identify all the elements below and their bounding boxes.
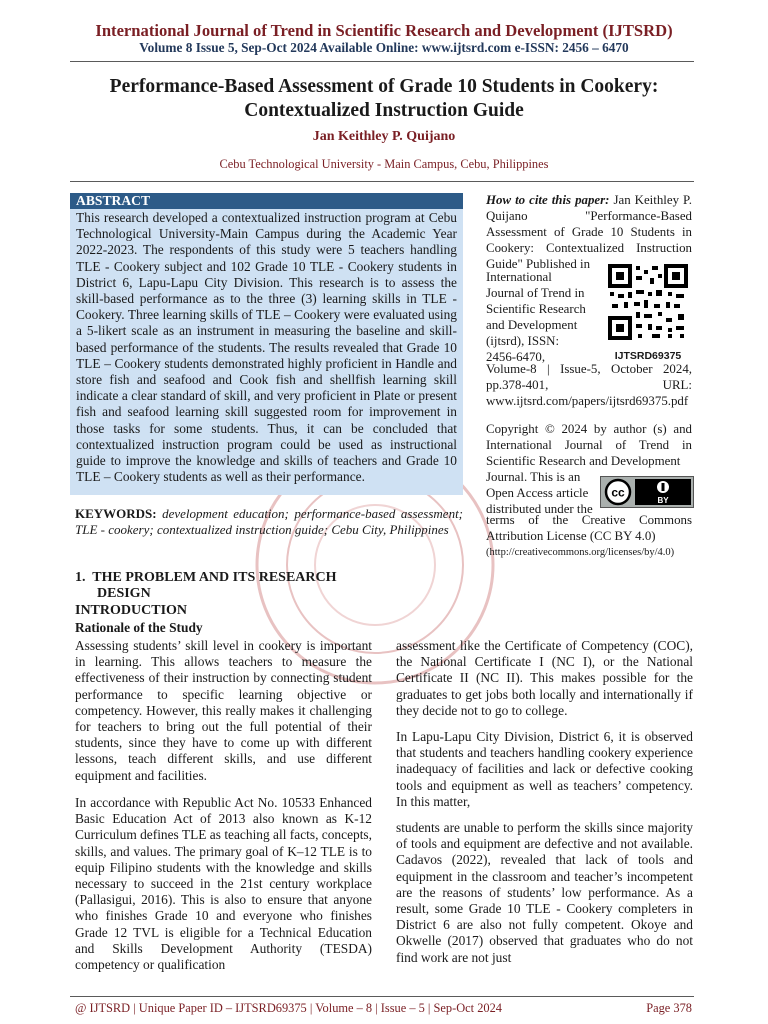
paragraph-2: In accordance with Republic Act No. 10533 Enhanced Basic Education Act of 2013 also known as K-12 Curriculum defines TLE as teaching all facts, concepts, skills, and values. The primary goal of K–12 TLE is to equip Filipino students with the knowledge and skills necessary to succeed in the 21st century workplace (Pallasigui, 2016). This is also to ensure that anyone who finishes Grade 10 and everyone who finishes Grade 12 TVL is eligible for a Technical Education and Skills Development Authority (TESDA) competency or qualification xyxy=(75,795,372,973)
citation-label: How to cite this paper: xyxy=(486,193,610,207)
paragraph-5: students are unable to perform the skills since majority of tools and equipment are defective and not available. Cadavos (2022), revealed that lack of tools and equipment in the classroom and teacher’s incompetent are the reasons of students’ low performance. As a result, some Grade 10 TLE - Cookery completers in District 6 are also not fully competent. Okoye and Okwelle (2017) observed that graduates who do not find work are not just xyxy=(396,820,693,965)
section-title-line-2: DESIGN xyxy=(97,586,151,601)
paragraph-4: In Lapu-Lapu City Division, District 6, it is observed that students and teachers handling cookery experience inadequacy of facilities and lack or defective cooking tools and equipment as well as teachers’ competency. In this matter, xyxy=(396,729,693,809)
author-name: Jan Keithley P. Quijano xyxy=(312,129,456,144)
journal-name: International Journal of Trend in Scientific Research and Development (IJTSRD) xyxy=(95,21,673,40)
creative-commons-icon xyxy=(601,477,693,507)
intro-heading: INTRODUCTION xyxy=(75,603,188,618)
header-divider xyxy=(70,61,694,62)
citation-text-top: Jan Keithley P. Quijano "Performance-Based Assessment of Grade 10 Students in Cookery: Contextualized Instruction Guide" Published in xyxy=(486,193,692,271)
abstract-heading: ABSTRACT xyxy=(70,193,463,209)
citation-side: International Journal of Trend in Scientific Research and Development (ijtsrd), ISSN: 2456-6470, xyxy=(486,270,586,364)
footer-text: @ IJTSRD | Unique Paper ID – IJTSRD69375 | Volume – 8 | Issue – 5 | Sep-Oct 2024 xyxy=(75,1001,502,1015)
citation-top xyxy=(486,193,692,273)
keywords xyxy=(75,506,463,538)
copyright-side: Journal. This is an Open Access article distributed under the xyxy=(486,470,593,516)
subheading-rationale: Rationale of the Study xyxy=(75,620,203,635)
qr-label: IJTSRD69375 xyxy=(614,350,682,362)
paper-title xyxy=(60,75,708,123)
title-line-1: Performance-Based Assessment of Grade 10 Students in Cookery: xyxy=(109,76,659,97)
copyright-top: Copyright © 2024 by author (s) and International Journal of Trend in Scientific Research and Development xyxy=(486,422,692,468)
keywords-label: KEYWORDS: xyxy=(75,506,157,521)
abstract-text: This research developed a contextualized instruction program at Cebu Technological University-Main Campus during the Academic Year 2022-2023. The respondents of this study were 5 teachers handling TLE - Cookery subject and 102 Grade 10 TLE - Cookery students in District 6, Lapu-Lapu City Division. This research is to assess the skill-based performance as to the three (3) learning skills in TLE - Cookery. Three learning skills of TLE – Cookery were evaluated using a 5-likert scale as an instrument in measuring the baseline and skill-based performance of the students. The results revealed that Grade 10 TLE – Cookery students demonstrated highly proficient in Handle and store fish and seafood and Cook fish and shellfish learning skill indicate a clear standard of skill, and very proficient in Plate or present fish and seafood learning skill suggested room for improvement in those tasks for some students. Thus, it can be concluded that contextualized instruction program could be used as instructional guide to improve the knowledge and skills of teachers and Grade 10 TLE – Cookery students as well as their performance. xyxy=(70,209,463,495)
cc-by-badge xyxy=(600,476,694,508)
svg-text:cc: cc xyxy=(611,485,625,500)
copyright-bottom: terms of the Creative Commons Attribution License (CC BY 4.0) xyxy=(486,513,692,543)
page-number: Page 378 xyxy=(646,1001,692,1015)
section-title-line-1: THE PROBLEM AND ITS RESEARCH xyxy=(92,570,337,585)
affiliation: Cebu Technological University - Main Campus, Cebu, Philippines xyxy=(219,157,549,171)
paragraph-3: assessment like the Certificate of Competency (COC), the National Certificate I (NC I), or the National Certificate II (NC II). This makes possible for the graduates to get jobs both locally and internationally if they decide not to go to college. xyxy=(396,638,693,718)
paragraph-1: Assessing students’ skill level in cookery is important in learning. This allows teachers to measure the effectiveness of their instruction by connecting student performance to specific learning objective or competency. However, this really makes it challenging for teachers to bring out the full potential of their students, since they have to come up with different lessons, teach different skills, and use different equipment and facilities. xyxy=(75,638,372,783)
section-number: 1. xyxy=(75,570,86,585)
section-heading xyxy=(75,570,375,586)
title-line-2: Contextualized Instruction Guide xyxy=(244,100,524,121)
volume-info: Volume 8 Issue 5, Sep-Oct 2024 Available Online: www.ijtsrd.com e-ISSN: 2456 – 6470 xyxy=(139,40,629,55)
keywords-text: development education; performance-based assessment; TLE - cookery; contextualized instruction guide; Cebu City, Philippines xyxy=(75,506,464,537)
qr-code-icon xyxy=(606,262,690,342)
footer xyxy=(75,1001,692,1016)
title-divider xyxy=(70,181,694,182)
license-url: (http://creativecommons.org/licenses/by/4.0) xyxy=(486,547,675,558)
citation-bottom: Volume-8 | Issue-5, October 2024, pp.378-401, URL: www.ijtsrd.com/papers/ijtsrd69375.pdf xyxy=(486,362,692,408)
qr-code xyxy=(606,262,690,360)
footer-divider xyxy=(70,996,694,997)
cc-badge-text: BY xyxy=(657,496,669,505)
